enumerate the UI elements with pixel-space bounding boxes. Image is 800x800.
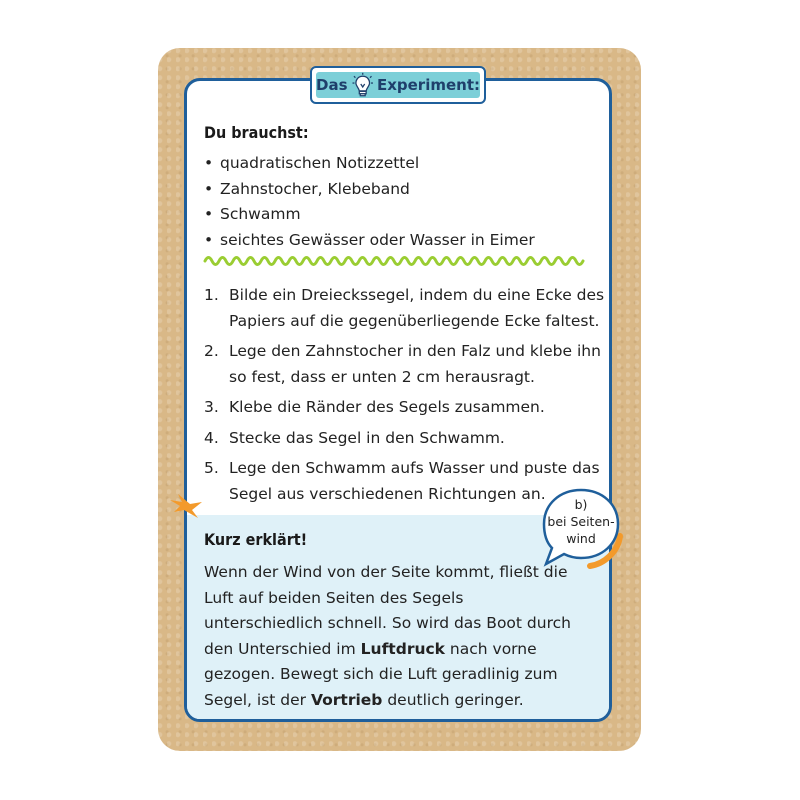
materials-heading: Du brauchst: <box>204 123 309 142</box>
bold-term-vortrieb: Vortrieb <box>310 690 383 709</box>
list-item: • quadratischen Notizzettel <box>204 154 420 172</box>
wind-swish-icon <box>168 490 204 520</box>
title-tab <box>310 66 486 104</box>
steps-list <box>204 283 609 512</box>
step-item: 3. Klebe die Ränder des Segels zusammen. <box>204 398 545 416</box>
list-item: • Zahnstocher, Klebeband <box>204 179 410 198</box>
step-item: 5. Lege den Schwamm aufs Wasser und puste das Segel aus verschiedenen Richtungen an. <box>204 459 600 503</box>
step-item: 2. Lege den Zahnstocher in den Falz und klebe ihn so fest, dass er unten 2 cm herausragt. <box>204 342 601 386</box>
step-item: 1. Bilde ein Dreieckssegel, indem du eine Ecke des Papiers auf die gegenüberliegende Ecke faltest. <box>204 286 605 330</box>
bubble-text: b) bei Seiten- wind <box>547 497 615 546</box>
step-item: 4. Stecke das Segel in den Schwamm. <box>204 428 505 447</box>
title-part2: Experiment: <box>376 76 480 94</box>
explanation-text: Wenn der Wind von der Seite kommt, fließt die Luft auf beiden Seiten des Segels unterschiedlich schnell. So wird das Boot durch den Unterschied im Luftdruck nach vorne gezogen. Bewegt sich die Luft geradlinig zum Segel, ist der Vortrieb deutlich geringer. <box>204 563 571 709</box>
bold-term-luftdruck: Luftdruck <box>360 639 445 658</box>
lightbulb-icon <box>352 72 373 98</box>
wave-divider <box>203 252 587 270</box>
materials-list <box>204 151 535 253</box>
list-item: • seichtes Gewässer oder Wasser in Eimer <box>204 230 535 249</box>
explanation-heading: Kurz erklärt! <box>204 530 308 549</box>
list-item: • Schwamm <box>204 205 301 223</box>
title-part1: Das <box>316 76 348 94</box>
